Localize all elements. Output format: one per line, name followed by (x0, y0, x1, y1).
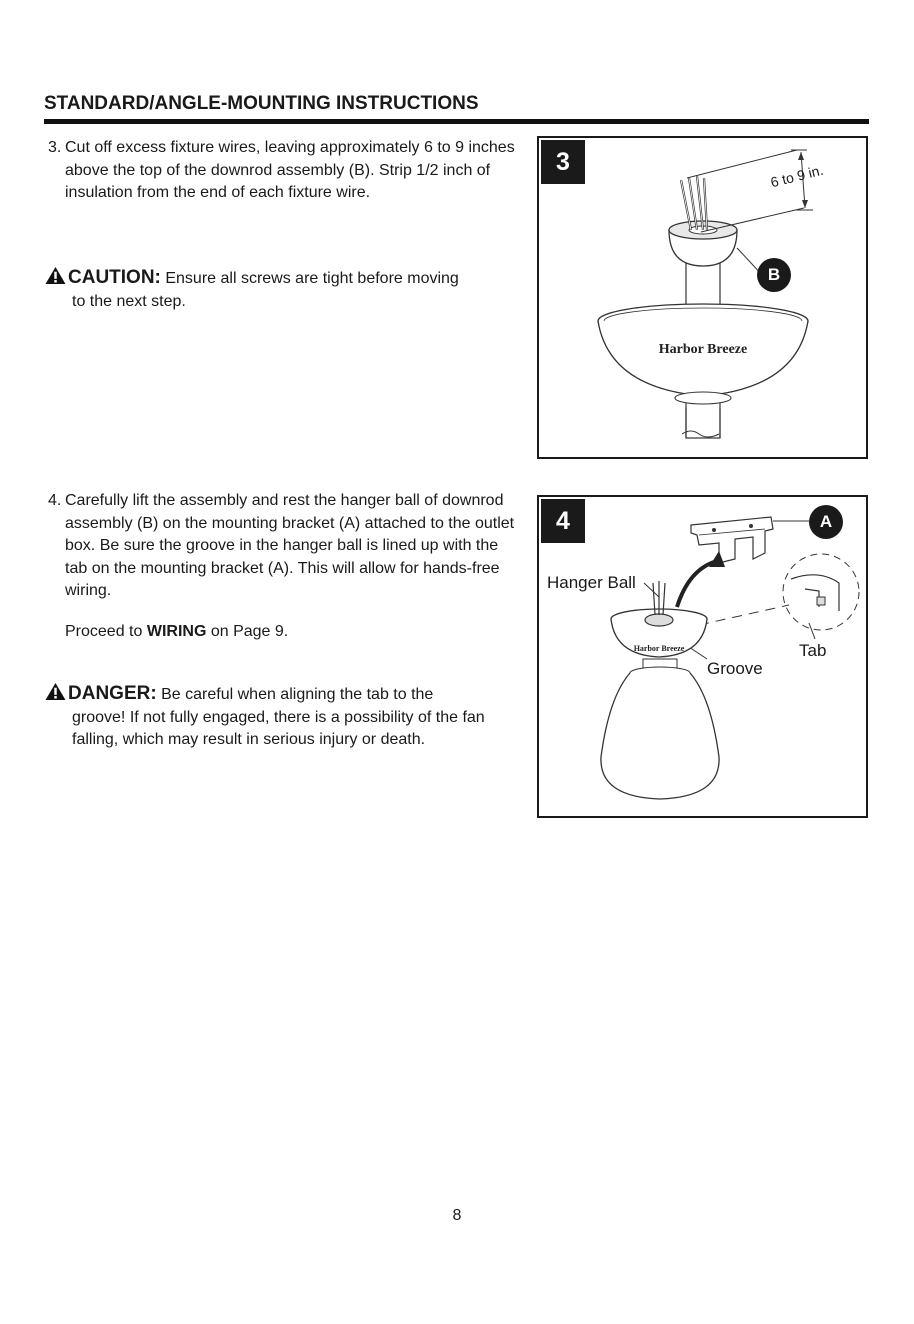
caution-note (44, 266, 524, 313)
proceed-after: on Page 9. (210, 623, 289, 640)
danger-heading: DANGER: (68, 683, 157, 704)
page-title: STANDARD/ANGLE-MOUNTING INSTRUCTIONS (44, 93, 479, 114)
caution-heading: CAUTION: (68, 267, 161, 288)
warning-triangle-icon (44, 266, 67, 285)
caution-text: Ensure all screws are tight before moving (165, 270, 459, 287)
figure-3-brand: Harbor Breeze (658, 342, 748, 357)
title-rule (44, 119, 869, 124)
caution-text-continued: to the next step. (72, 292, 186, 310)
step-4-number: 4. (48, 492, 62, 509)
groove-label: Groove (707, 659, 763, 678)
figure-3-illustration (539, 138, 866, 457)
step-4-body: Carefully lift the assembly and rest the hanger ball of downrod assembly (B) on the mounting bracket (A) attached to the outlet box. Be sure the groove in the hanger ball is lined up with the tab on the mounting bracket (A). This will allow for hands-free wiring. (65, 492, 515, 599)
danger-text-continued: groove! If not fully engaged, there is a possibility of the fan falling, which may result in serious injury or death. (72, 708, 485, 748)
part-badge-a: A (809, 505, 843, 539)
warning-triangle-icon (44, 682, 67, 701)
step-3-body: Cut off excess fixture wires, leaving approximately 6 to 9 inches above the top of the downrod assembly (B). Strip 1/2 inch of insulation from the end of each fixture wire. (65, 139, 515, 201)
step-3-number: 3. (48, 139, 62, 156)
part-badge-b: B (757, 258, 791, 292)
wiring-section-ref: WIRING (146, 623, 207, 640)
tab-label: Tab (799, 641, 827, 660)
figure-3 (537, 136, 868, 459)
hanger-ball-label: Hanger Ball (547, 573, 636, 592)
measure-label: 6 to 9 in. (768, 161, 825, 191)
page-number: 8 (452, 1207, 462, 1224)
danger-text: Be careful when aligning the tab to the (161, 686, 434, 703)
figure-4-brand: Harbor Breeze (633, 644, 685, 653)
proceed-before: Proceed to (65, 623, 143, 640)
step-4-text (48, 490, 518, 603)
figure-4-number: 4 (541, 499, 585, 543)
figure-4 (537, 495, 868, 818)
danger-note (44, 682, 524, 752)
step-3-text (48, 137, 518, 205)
figure-3-number: 3 (541, 140, 585, 184)
proceed-note (65, 623, 288, 641)
